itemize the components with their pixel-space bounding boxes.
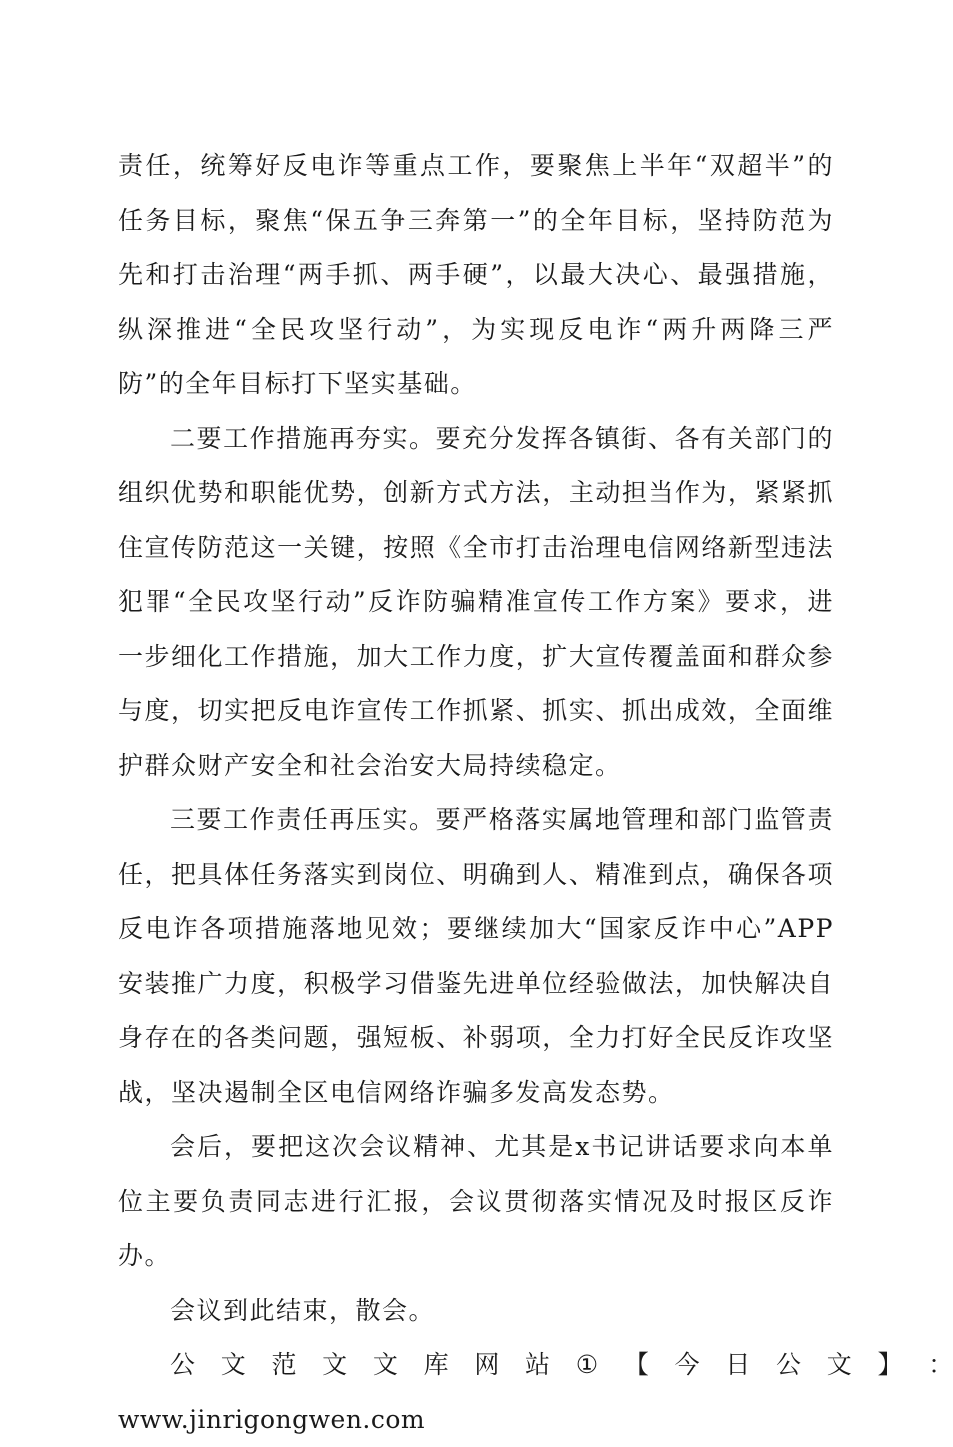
footer-char: 今 [675, 1338, 700, 1393]
footer-char: 公 [170, 1338, 195, 1393]
footer-char: 】 [877, 1338, 902, 1393]
footer-char: 文 [827, 1338, 852, 1393]
footer-char: 范 [271, 1338, 296, 1393]
footer-char: 公 [776, 1338, 801, 1393]
footer-char: 库 [424, 1338, 449, 1393]
paragraph-meeting-end: 会议到此结束，散会。 [118, 1284, 834, 1339]
footer-char: 日 [725, 1338, 750, 1393]
footer-char: ： [928, 1338, 953, 1393]
footer-char: 网 [474, 1338, 499, 1393]
paragraph-work-measures: 二要工作措施再夯实。要充分发挥各镇街、各有关部门的组织优势和职能优势，创新方式方法，主动担当作为，紧紧抓住宣传防范这一关键，按照《全市打击治理电信网络新型违法犯罪“全民攻坚行动”反诈防骗精准宣传工作方案》要求，进一步细化工作措施，加大工作力度，扩大宣传覆盖面和群众参与度，切实把反电诈宣传工作抓紧、抓实、抓出成效，全面维护群众财产安全和社会治安大局持续稳定。 [118, 412, 834, 794]
footer-char: 文 [373, 1338, 398, 1393]
footer-char: 文 [322, 1338, 347, 1393]
paragraph-continuation: 责任，统筹好反电诈等重点工作，要聚焦上半年“双超半”的任务目标，聚焦“保五争三奔第一”的全年目标，坚持防范为先和打击治理“两手抓、两手硬”，以最大决心、最强措施，纵深推进“全民攻坚行动”，为实现反电诈“两升两降三严防”的全年目标打下坚实基础。 [118, 139, 834, 412]
footer-char: 文 [221, 1338, 246, 1393]
footer-char: 站 [525, 1338, 550, 1393]
paragraph-after-meeting: 会后，要把这次会议精神、尤其是x书记讲话要求向本单位主要负责同志进行汇报，会议贯彻落实情况及时报区反诈办。 [118, 1120, 834, 1284]
document-body [118, 139, 834, 1447]
footer-site-label [118, 1338, 834, 1393]
paragraph-work-responsibility: 三要工作责任再压实。要严格落实属地管理和部门监管责任，把具体任务落实到岗位、明确到人、精准到点，确保各项反电诈各项措施落地见效；要继续加大“国家反诈中心”APP安装推广力度，积极学习借鉴先进单位经验做法，加快解决自身存在的各类问题，强短板、补弱项，全力打好全民反诈攻坚战，坚决遏制全区电信网络诈骗多发高发态势。 [118, 793, 834, 1120]
footer-url-link[interactable]: www.jinrigongwen.com [118, 1393, 834, 1447]
footer-char: 【 [624, 1338, 649, 1393]
footer-char: ① [576, 1338, 598, 1393]
